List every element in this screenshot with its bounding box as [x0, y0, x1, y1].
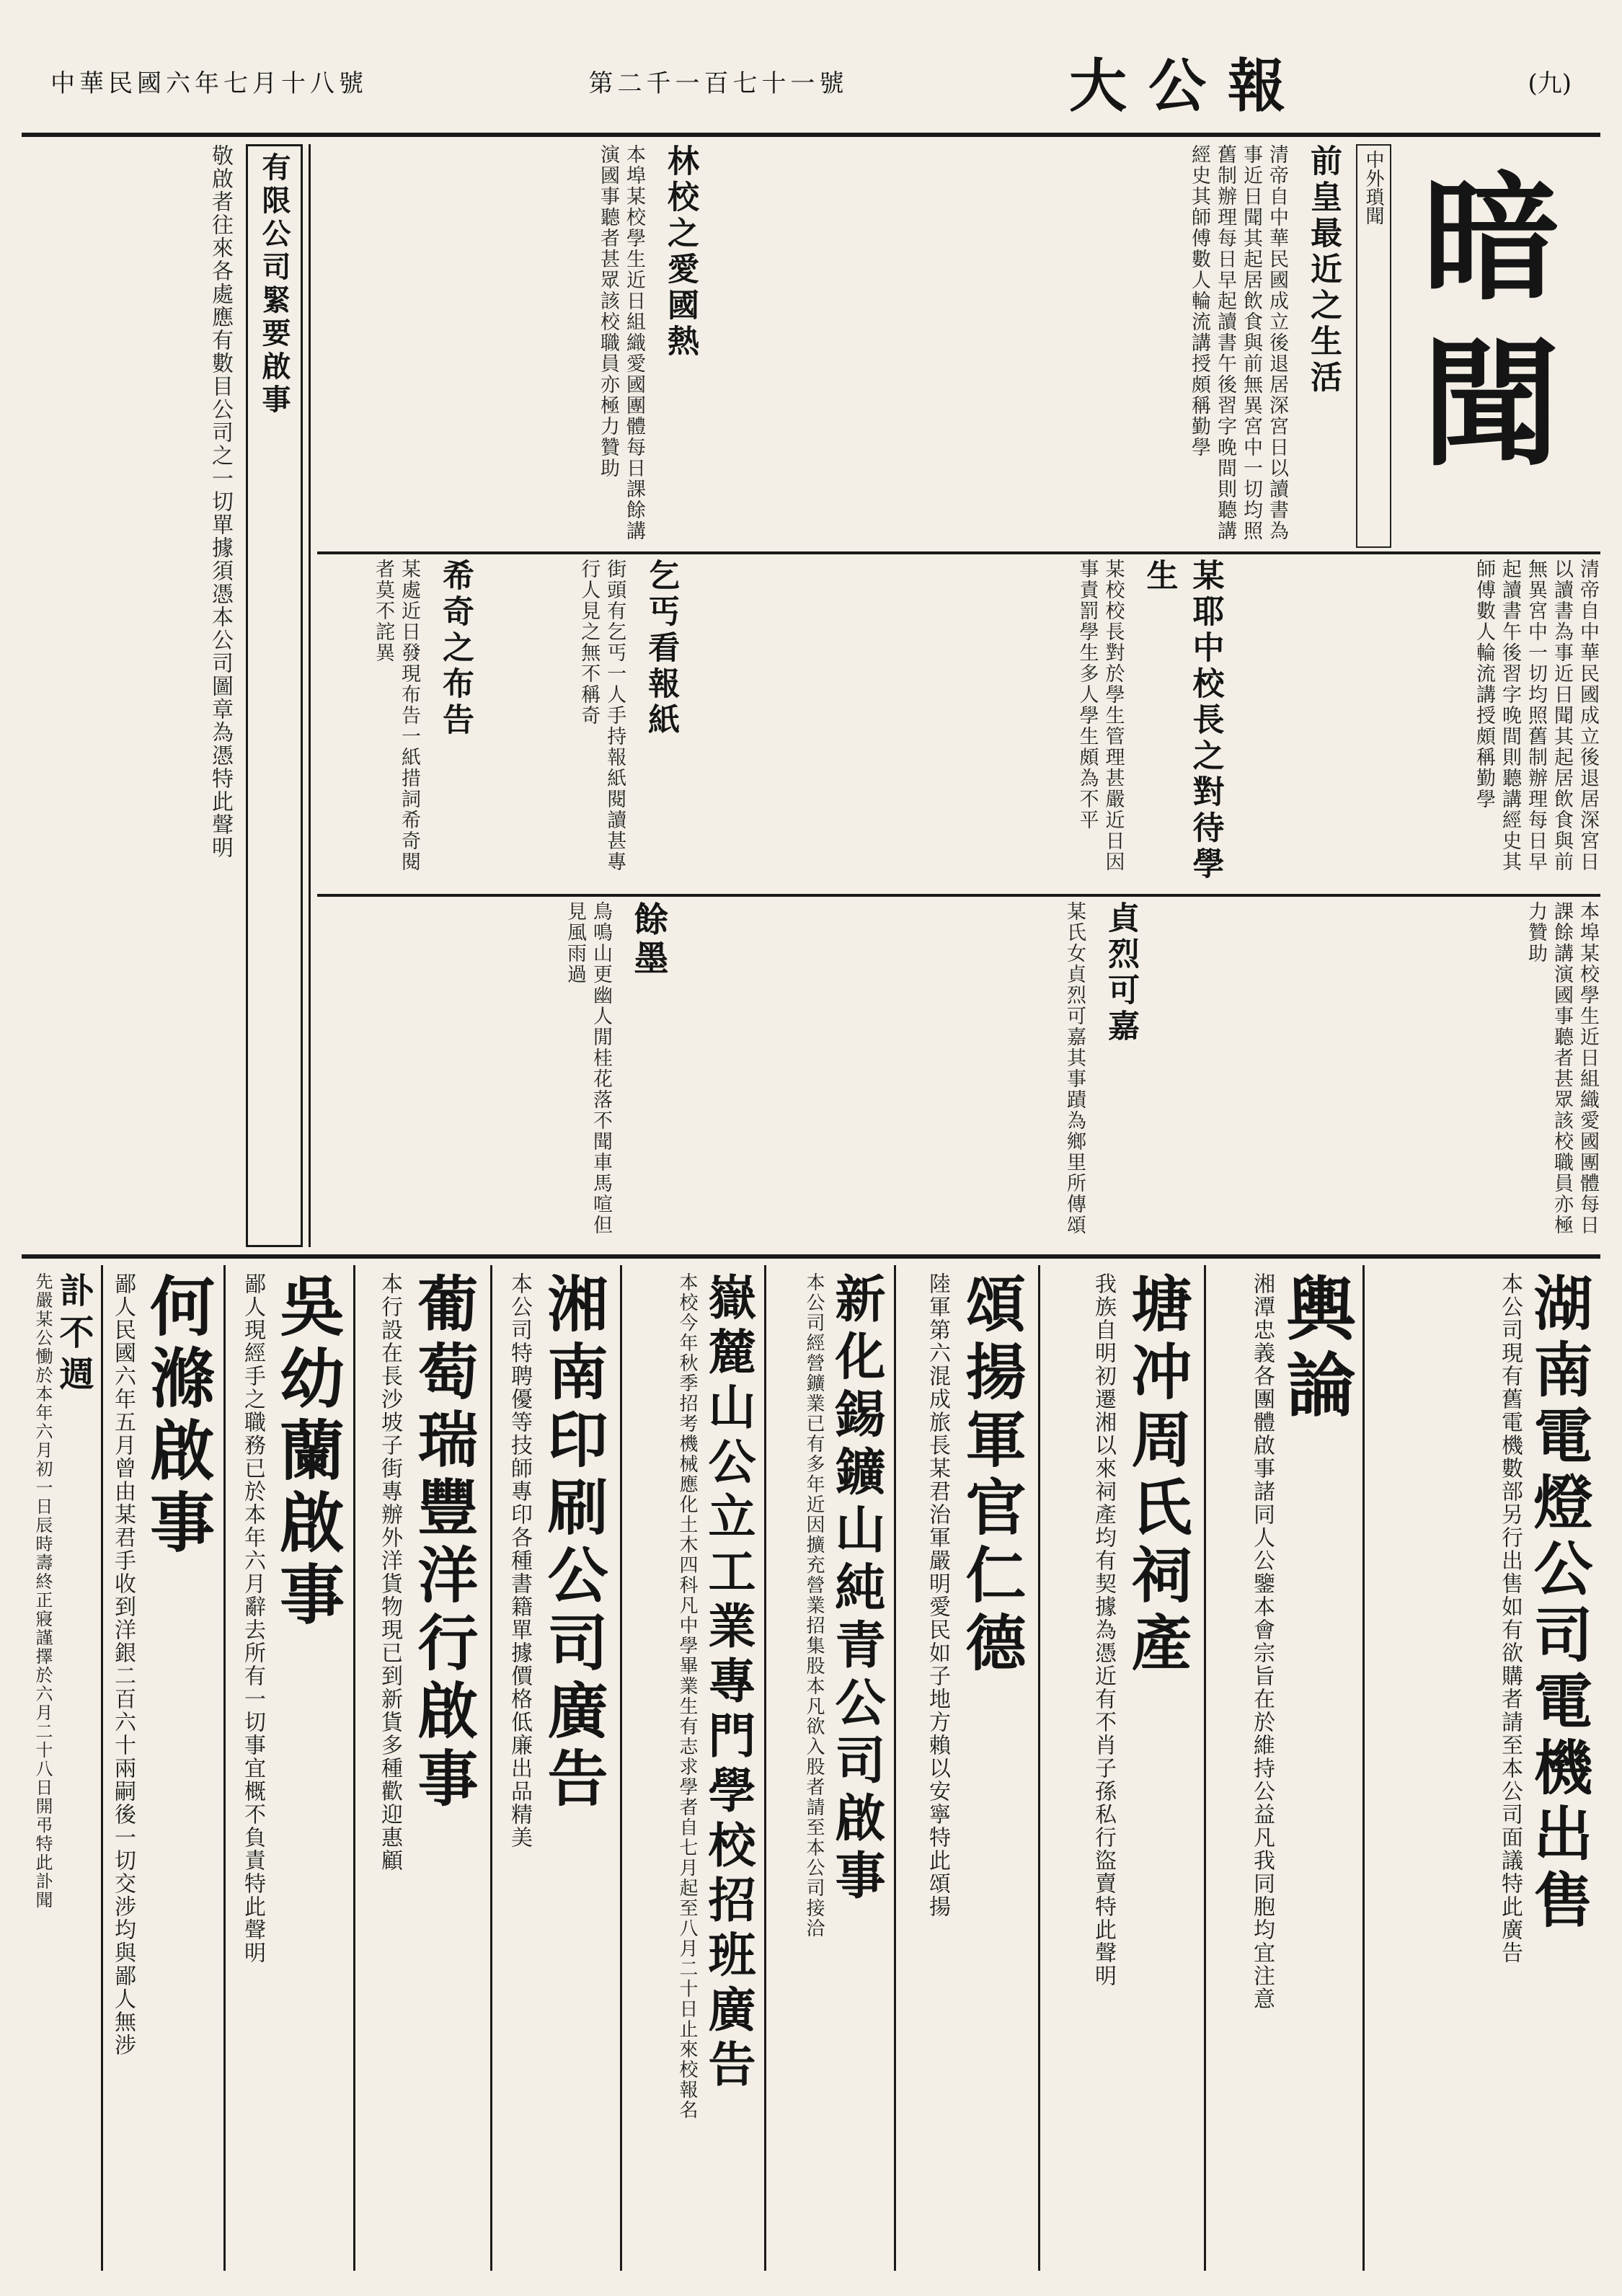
article-headline: 某耶中校長之對待學生: [1140, 559, 1224, 883]
ad-block: [1362, 1265, 1600, 2271]
article-body: 某校校長對於學生管理甚嚴近日因事責罰學生多人學生頗為不平: [1076, 559, 1125, 872]
article-body: 某氏女貞烈可嘉其事蹟為鄉里所傳頌: [1063, 901, 1086, 1236]
ad-body: 本公司經營鑛業已有多年近因擴充營業招集股本凡欲入股者請至本公司接洽: [803, 1272, 825, 1938]
ad-title: 吳幼蘭啟事: [268, 1272, 345, 1633]
paper-name: 大公報: [1068, 51, 1307, 120]
article-headline: 餘墨: [628, 901, 668, 979]
ad-block: [620, 1265, 764, 2271]
ad-body: 本公司特聘優等技師專印各種書籍單據價格低廉出品精美: [507, 1272, 532, 1849]
ad-block: [1038, 1265, 1204, 2271]
ad-block: [1204, 1265, 1362, 2271]
masthead: [22, 29, 1600, 137]
ad-block: [490, 1265, 620, 2271]
ad-body: 我族自明初遷湘以來祠產均有契據為憑近有不肖子孫私行盜賣特此聲明: [1091, 1272, 1116, 1987]
article-body: 本埠某校學生近日組織愛國團體每日課餘講演國事聽者甚眾該校職員亦極力贊助: [597, 144, 645, 541]
article-headline: 林校之愛國熱: [662, 144, 699, 360]
ad-title: 湘南印刷公司廣告: [538, 1272, 609, 1814]
article-headline: 前皇最近之生活: [1305, 144, 1342, 396]
ad-block: [223, 1265, 353, 2271]
article-body: 清帝自中華民國成立後退居深宮日以讀書為事近日聞其起居飲食與前無異宮中一切均照舊制辦理每日早起讀書午後習字晚間則聽講經史其師傅數人輪流講授頗稱勤學: [1188, 144, 1288, 541]
ad-body: 鄙人民國六年五月曾由某君手收到洋銀二百六十兩嗣後一切交涉均與鄙人無涉: [110, 1272, 136, 2057]
band-divider: [317, 894, 1600, 897]
ad-body: 本行設在長沙坡子街專辦外洋貨物現已到新貨多種歡迎惠顧: [377, 1272, 402, 1872]
ad-block: [101, 1265, 223, 2271]
article-body-continued: 本埠某校學生近日組織愛國團體每日課餘講演國事聽者甚眾該校職員亦極力贊助: [1525, 901, 1599, 1236]
ad-title: 塘冲周氏祠產: [1122, 1272, 1193, 1679]
top-left-ad: [22, 144, 303, 1247]
weekday-mark: (九): [1528, 68, 1572, 98]
ad-title: 頌揚軍官仁德: [956, 1272, 1027, 1679]
ad-body: 湘潭忠義各團體啟事諸同人公鑒本會宗旨在於維持公益凡我同胞均宜注意: [1249, 1272, 1275, 2011]
article-body: 鳥鳴山更幽人閒桂花落不聞車馬喧但見風雨過: [564, 901, 612, 1236]
article-body: 某處近日發現布告一紙措詞希奇閱者莫不詫異: [371, 559, 420, 872]
date-line: 中華民國六年七月十八號: [50, 68, 368, 98]
article-headline: 希奇之布告: [436, 559, 474, 739]
ad-title: 何滌啟事: [138, 1272, 215, 1561]
ad-title: 葡萄瑞豐洋行啟事: [408, 1272, 479, 1814]
article-headline: 乞丐看報紙: [642, 559, 680, 739]
ad-body: 陸軍第六混成旅長某君治軍嚴明愛民如子地方賴以安寧特此頌揚: [925, 1272, 950, 1918]
article-body: 街頭有乞丐一人手持報紙閱讀甚專行人見之無不稱奇: [577, 559, 626, 872]
ad-block: [894, 1265, 1038, 2271]
column-divider: [309, 144, 311, 1247]
ad-company-text: 敬啟者往來各處應有數目公司之一切單據須憑本公司圖章為憑特此聲明: [208, 144, 233, 859]
ad-block: [764, 1265, 894, 2271]
ad-title: 湖南電燈公司電機出售: [1524, 1272, 1593, 1936]
article-body-continued: 清帝自中華民國成立後退居深宮日以讀書為事近日聞其起居飲食與前無異宮中一切均照舊制辦理每日早起讀書午後習字晚間則聽講經史其師傅數人輪流講授頗稱勤學: [1473, 559, 1599, 872]
ad-title: 訃不週: [53, 1272, 94, 1398]
ad-block: [22, 1265, 101, 2271]
ad-body: 先嚴某公慟於本年六月初一日辰時壽終正寢謹擇於六月二十八日開弔特此訃聞: [32, 1272, 53, 1910]
ads-divider: [22, 1254, 1600, 1259]
ad-body: 本校今年秋季招考機械應化土木四科凡中學畢業生有志求學者自七月起至八月二十日止來校報名: [676, 1272, 698, 2120]
ad-title: 新化錫鑛山純青公司啟事: [827, 1272, 887, 1907]
ad-body: 本公司現有舊電機數部另行出售如有欲購者請至本公司面議特此廣告: [1497, 1272, 1523, 1964]
section-title-block: [1399, 144, 1600, 548]
issue-number: 第二千一百七十一號: [588, 68, 848, 98]
band-divider: [317, 551, 1600, 554]
ad-company-title: 有限公司緊要啟事: [246, 144, 303, 1247]
ad-title: 輿論: [1275, 1272, 1357, 1425]
news-band-middle: [317, 559, 1600, 890]
article-headline: 貞烈可嘉: [1102, 901, 1139, 1045]
ad-body: 鄙人現經手之職務已於本年六月辭去所有一切事宜概不負責特此聲明: [240, 1272, 265, 1964]
newspaper-page: [22, 29, 1600, 2271]
section-title: 暗聞: [1400, 166, 1561, 497]
news-band-lower: [317, 901, 1600, 1247]
section-label: 中外瑣聞: [1356, 144, 1391, 548]
news-band-upper: [317, 144, 1391, 548]
ad-title: 嶽麓山公立工業專門學校招班廣告: [700, 1272, 756, 2094]
ads-band: [22, 1265, 1600, 2271]
ad-block: [353, 1265, 490, 2271]
